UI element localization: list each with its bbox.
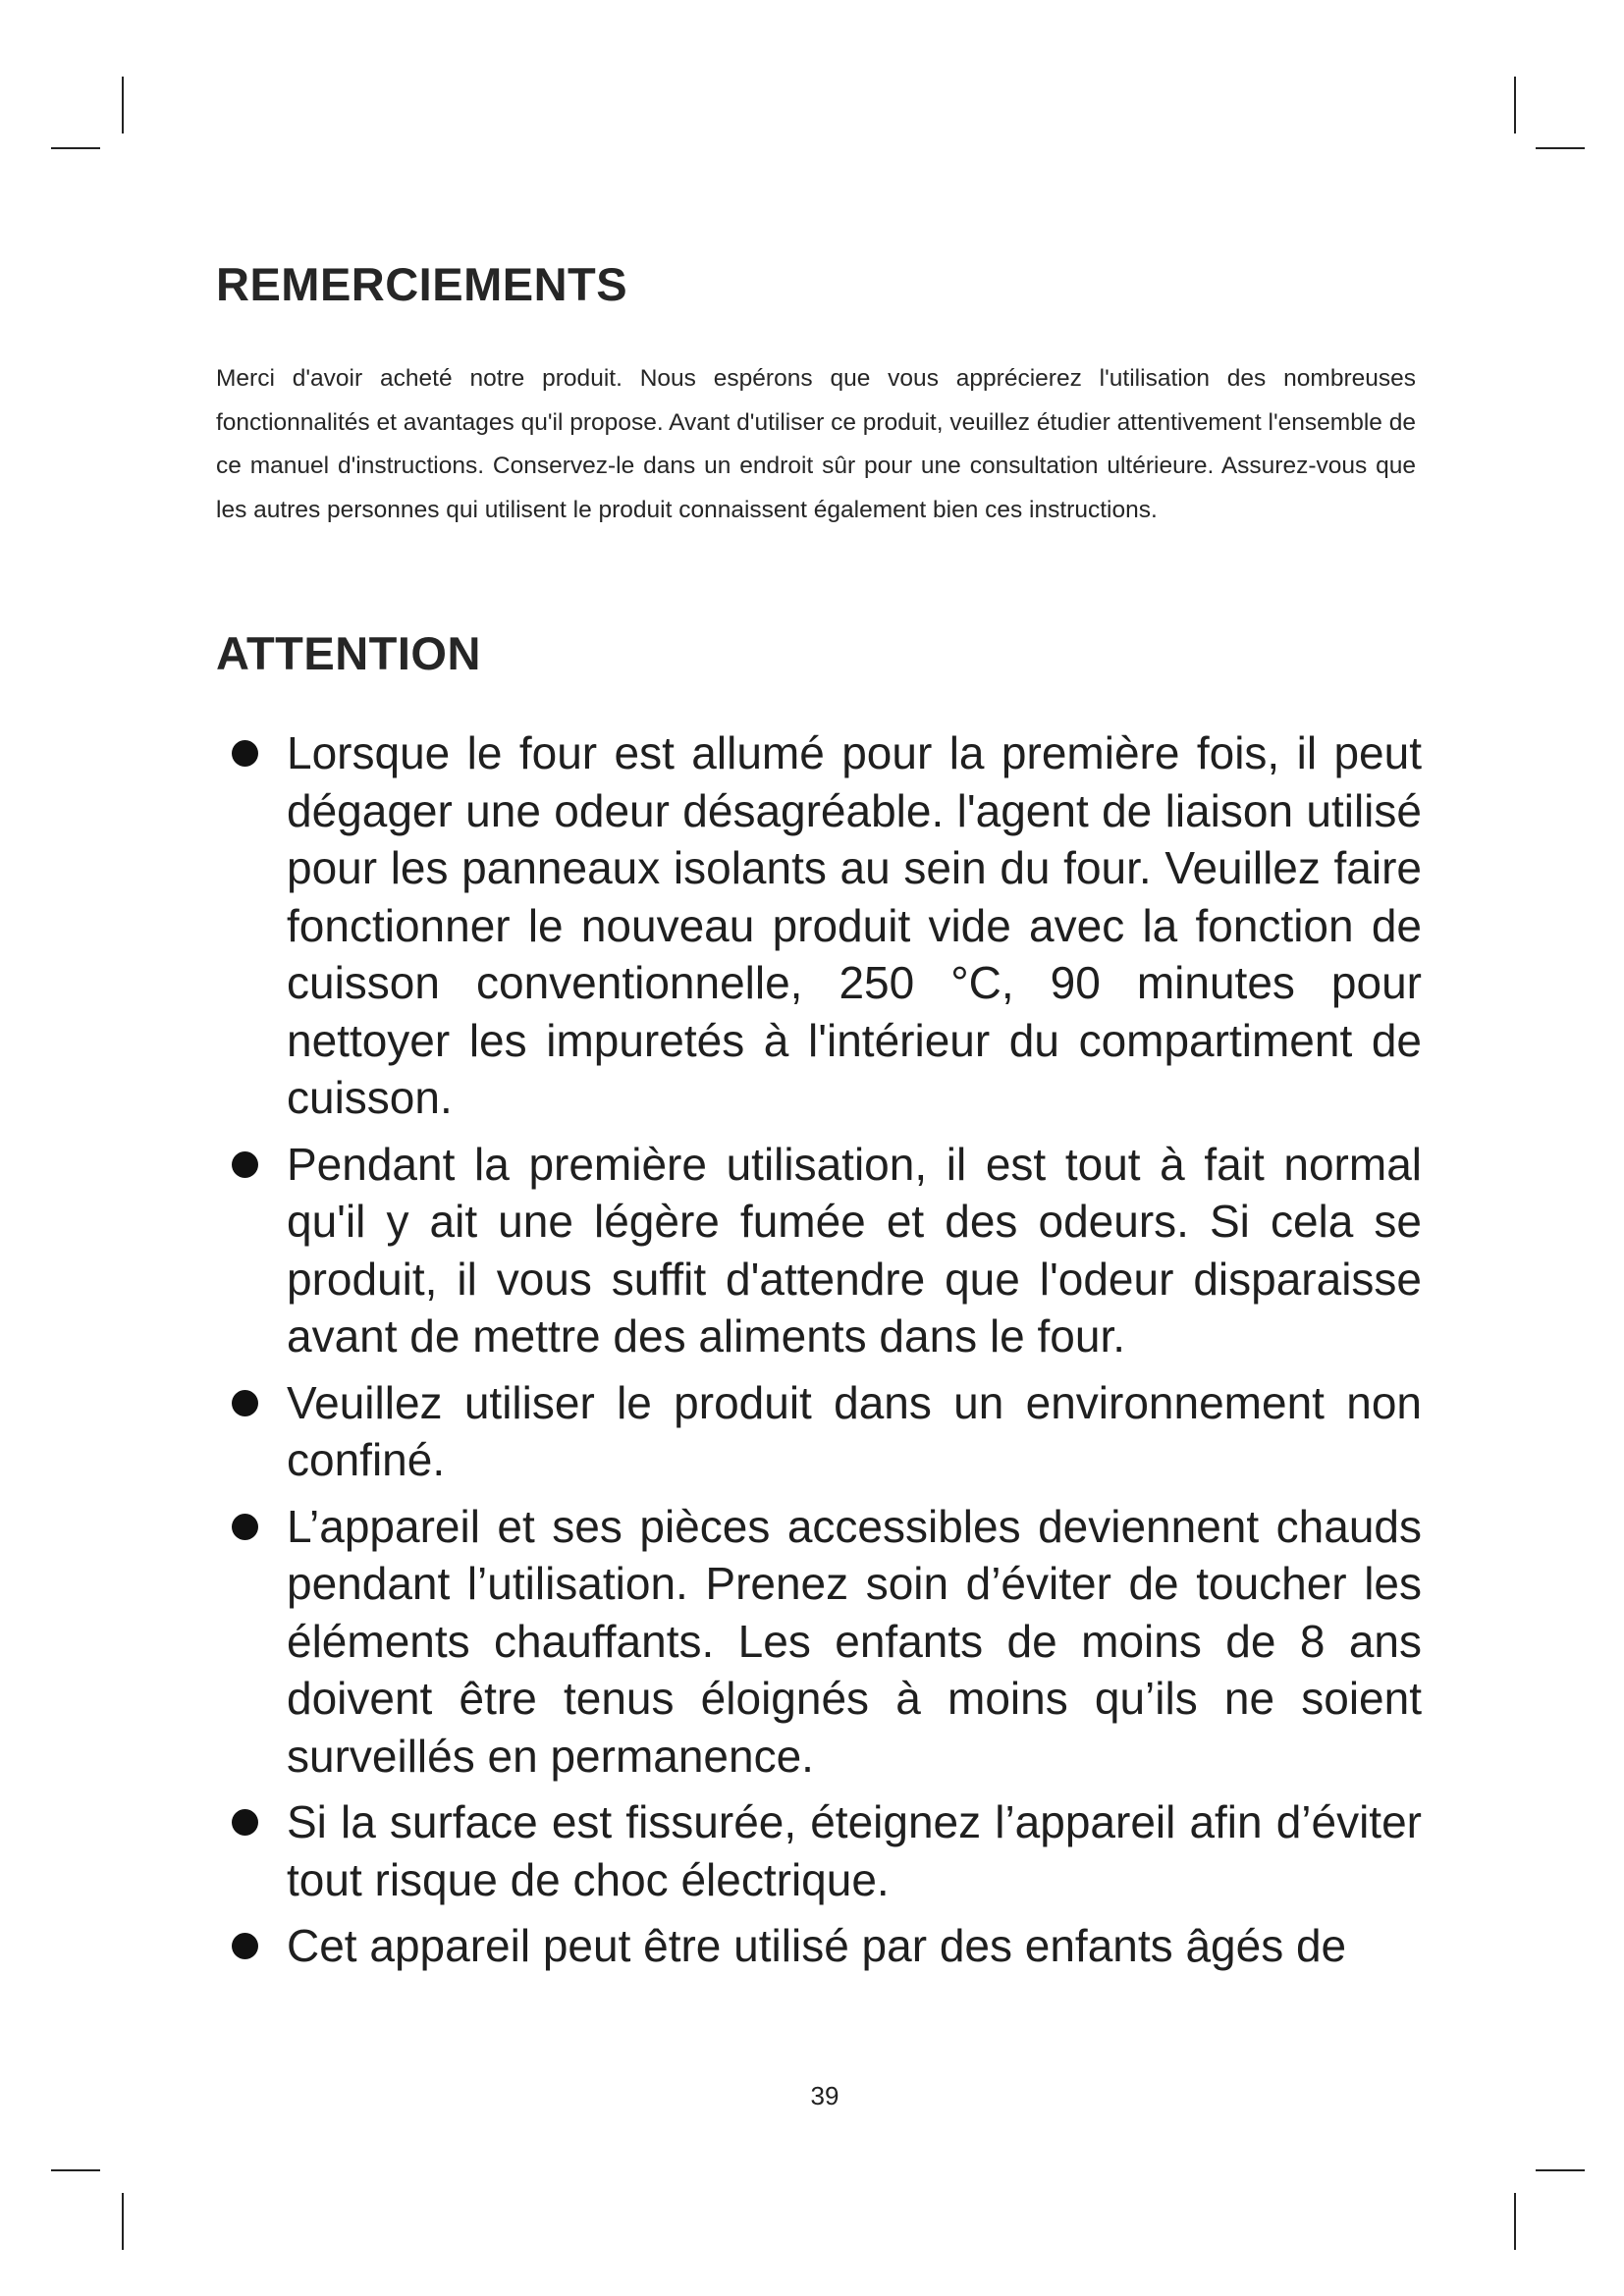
list-item-text: Lorsque le four est allumé pour la première fois, il peut dégager une odeur désagréable. l'agent de liaison utilisé pour les panneaux isolants au sein du four. Veuillez faire fonctionner le nouveau produit vide avec la fonction de cuisson conventionnelle, 250 °C, 90 minutes pour nettoyer les impuretés à l'intérieur du compartiment de cuisson.: [287, 727, 1422, 1123]
list-item: [216, 1793, 1422, 1908]
crop-mark-bottom-right-horizontal: [1536, 2169, 1585, 2171]
crop-mark-top-right-vertical: [1514, 77, 1516, 133]
page-number: 39: [810, 2081, 839, 2110]
crop-mark-bottom-left-horizontal: [51, 2169, 100, 2171]
bullet-icon: [232, 1390, 258, 1416]
crop-mark-bottom-left-vertical: [122, 2193, 124, 2250]
bullet-icon: [232, 1809, 258, 1836]
list-item: [216, 1374, 1422, 1489]
bullet-icon: [232, 740, 258, 767]
list-item: [216, 1498, 1422, 1786]
list-item: [216, 1917, 1422, 1975]
thanks-heading: REMERCIEMENTS: [216, 258, 628, 310]
list-item-text: L’appareil et ses pièces accessibles deviennent chauds pendant l’utilisation. Prenez soin d’éviter de toucher les éléments chauffants. Les enfants de moins de 8 ans doivent être tenus éloignés à moins qu’ils ne soient surveillés en permanence.: [287, 1500, 1422, 1782]
crop-mark-bottom-right-vertical: [1514, 2193, 1516, 2250]
bullet-icon: [232, 1151, 258, 1178]
list-item-text: Pendant la première utilisation, il est tout à fait normal qu'il y ait une légère fumée et des odeurs. Si cela se produit, il vous suffit d'attendre que l'odeur disparaisse avant de mettre des aliments dans le four.: [287, 1138, 1422, 1362]
crop-mark-top-left-vertical: [122, 77, 124, 133]
crop-mark-top-left-horizontal: [51, 147, 100, 149]
bullet-icon: [232, 1933, 258, 1959]
bullet-icon: [232, 1514, 258, 1540]
list-item-text: Cet appareil peut être utilisé par des enfants âgés de: [287, 1920, 1347, 1971]
list-item: [216, 724, 1422, 1127]
attention-heading: ATTENTION: [216, 627, 481, 679]
list-item: [216, 1136, 1422, 1365]
attention-list: [216, 724, 1422, 1984]
crop-mark-top-right-horizontal: [1536, 147, 1585, 149]
thanks-paragraph: Merci d'avoir acheté notre produit. Nous espérons que vous apprécierez l'utilisation des nombreuses fonctionnalités et avantages qu'il propose. Avant d'utiliser ce produit, veuillez étudier attentivement l'ensemble de ce manuel d'instructions. Conservez-le dans un endroit sûr pour une consultation ultérieure. Assurez-vous que les autres personnes qui utilisent le produit connaissent également bien ces instructions.: [216, 365, 1416, 523]
list-item-text: Si la surface est fissurée, éteignez l’appareil afin d’éviter tout risque de choc électrique.: [287, 1796, 1422, 1905]
list-item-text: Veuillez utiliser le produit dans un environnement non confiné.: [287, 1376, 1422, 1485]
